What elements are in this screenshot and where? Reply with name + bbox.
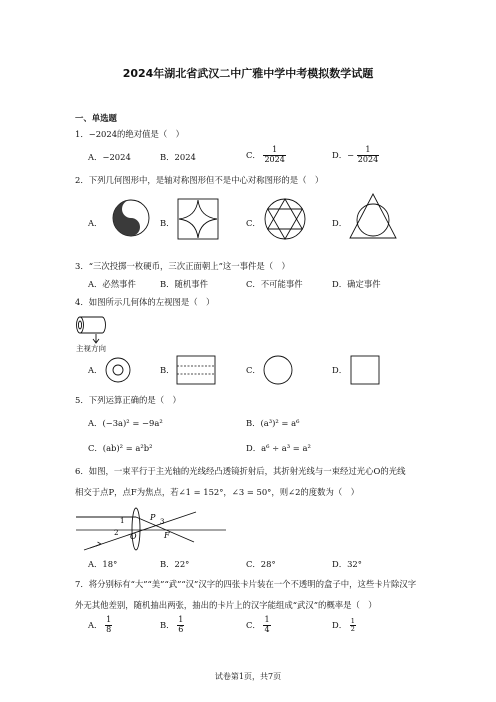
triangle-with-circle-figure bbox=[349, 192, 399, 242]
q1-option-d: D．− $\frac{1}{2024}$ bbox=[332, 145, 379, 164]
q5-option-a: A．(−3a)² = −9a² bbox=[88, 418, 163, 428]
q3-stem: 3．“三次投掷一枚硬币，三次正面朝上”这一事件是（ ） bbox=[75, 261, 290, 271]
section-heading: 一、单选题 bbox=[75, 113, 117, 123]
angle-2-label: 2 bbox=[114, 529, 119, 537]
q3-option-b: B．随机事件 bbox=[160, 279, 209, 289]
q2-label-d: D． bbox=[332, 218, 348, 228]
q3-option-a: A．必然事件 bbox=[88, 279, 136, 289]
q1-option-c: C． $\frac{1}{2024}$ bbox=[246, 145, 285, 164]
q6-option-d: D．32° bbox=[332, 559, 362, 569]
q7-line1: 7．将分别标有“大”“美”“武”“汉”汉字的四张卡片装在一个不透明的盒子中，这些卡片除汉字 bbox=[75, 579, 417, 589]
q3-option-c: C．不可能事件 bbox=[246, 279, 303, 289]
page-title: 2024年湖北省武汉二中广雅中学中考模拟数学试题 bbox=[122, 67, 374, 80]
q5-option-d: D．a⁶ ÷ a³ = a² bbox=[246, 443, 311, 453]
circle-figure bbox=[263, 355, 293, 385]
q4-caption: 主视方向 bbox=[76, 344, 106, 353]
q4-label-b: B． bbox=[160, 365, 175, 375]
q7-option-a: A． $\frac{1}{8}$ bbox=[88, 615, 112, 634]
angle-1-label: 1 bbox=[120, 517, 125, 525]
q6-line1: 6．如图，一束平行于主光轴的光线经凸透镜折射后，其折射光线与一束经过光心O的光线 bbox=[75, 466, 406, 476]
hexagram-in-circle-figure bbox=[263, 197, 307, 241]
star-in-square-figure bbox=[176, 197, 220, 241]
q7-option-b: B． $\frac{1}{6}$ bbox=[160, 615, 184, 634]
q2-label-a: A． bbox=[88, 218, 103, 228]
point-p-label: P bbox=[150, 513, 156, 522]
concentric-circles-figure bbox=[104, 356, 132, 384]
q1-stem: 1．−2024的绝对值是（ ） bbox=[75, 129, 185, 139]
q5-option-c: C．(ab)² = a²b² bbox=[88, 443, 153, 453]
q6-line2: 相交于点P，点F为焦点，若∠1 = 152°，∠3 = 50°，则∠2的度数为（ ） bbox=[75, 487, 360, 497]
q6-option-a: A．18° bbox=[88, 559, 118, 569]
q6-option-c: C．28° bbox=[246, 559, 276, 569]
hollow-cylinder-figure bbox=[76, 314, 108, 336]
q2-label-c: C． bbox=[246, 218, 261, 228]
q1-option-b: B．2024 bbox=[160, 152, 196, 162]
q3-option-d: D．确定事件 bbox=[332, 279, 381, 289]
angle-3-label: 3 bbox=[160, 518, 165, 526]
lens-diagram bbox=[76, 506, 226, 552]
q4-label-a: A． bbox=[88, 365, 103, 375]
q2-stem: 2．下列几何图形中，是轴对称图形但不是中心对称图形的是（ ） bbox=[75, 175, 324, 185]
view-direction-arrow-icon bbox=[92, 334, 100, 344]
rectangle-dashed-lines-figure bbox=[176, 355, 216, 385]
point-f-label: F bbox=[164, 531, 170, 540]
q7-option-d: D． $\frac{1}{2}$ bbox=[332, 617, 355, 634]
page-footer: 试卷第1页，共7页 bbox=[214, 672, 282, 681]
q5-option-b: B．(a³)² = a⁶ bbox=[246, 418, 300, 428]
q2-label-b: B． bbox=[160, 218, 175, 228]
q6-option-b: B．22° bbox=[160, 559, 190, 569]
square-figure bbox=[350, 355, 380, 385]
q4-stem: 4．如图所示几何体的左视图是（ ） bbox=[75, 297, 215, 307]
yin-yang-figure bbox=[110, 197, 152, 239]
q5-stem: 5．下列运算正确的是（ ） bbox=[75, 395, 181, 405]
q4-label-c: C． bbox=[246, 365, 261, 375]
q7-line2: 外无其他差别，随机抽出两张，抽出的卡片上的汉字能组成“武汉”的概率是（ ） bbox=[75, 600, 377, 610]
q4-label-d: D． bbox=[332, 365, 348, 375]
point-o-label: O bbox=[130, 532, 137, 541]
q7-option-c: C． $\frac{1}{4}$ bbox=[246, 615, 270, 634]
q1-option-a: A．−2024 bbox=[88, 152, 131, 162]
